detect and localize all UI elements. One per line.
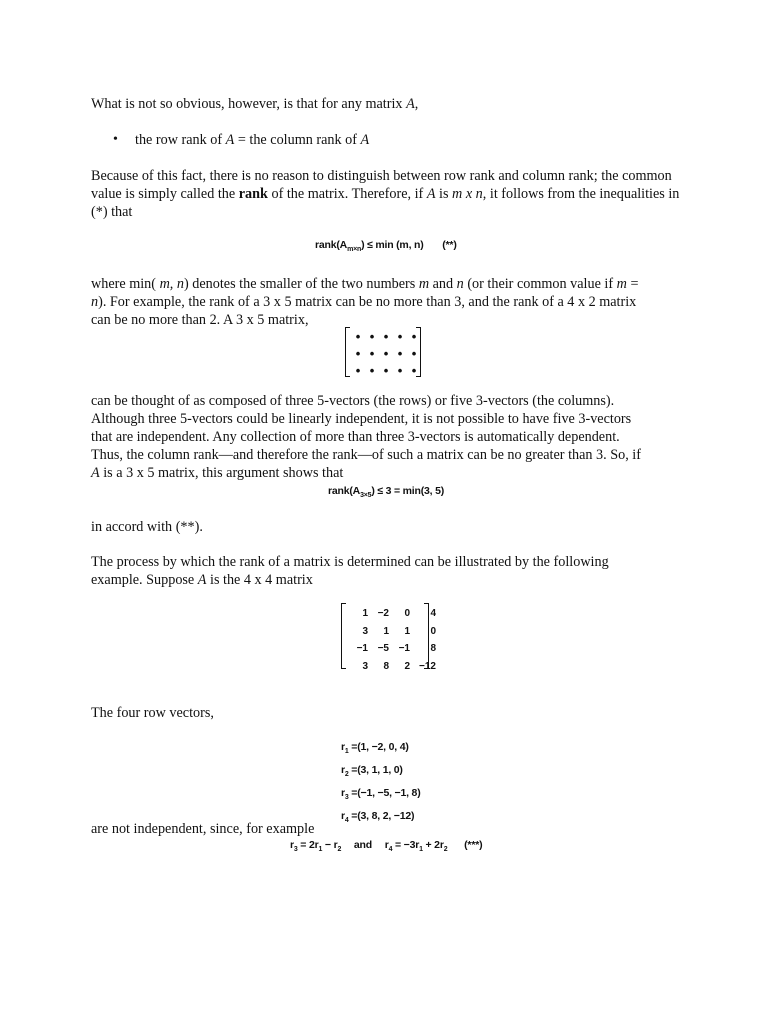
- row-vector-r1: $r_1 =(1$, −2, 0, 4): [341, 741, 409, 756]
- row-vector-r3: $r_3 =(-1$, −5, −1, 8): [341, 787, 421, 802]
- vectors-paragraph: can be thought of as composed of three 5-vectors (the rows) or five 3-vectors (the columns). Although three 5-vectors could be linearly independent, it is not possible to have five 3-vectors that are independent. Any collection of more than three 3-vectors is automatically dependent. Thus, the column rank—and therefore the rank—of such a matrix can be no greater than 3. So, if A is a 3 x 5 matrix, this argument shows that: [91, 393, 641, 481]
- row-vector-list: [341, 738, 421, 830]
- row-vector-r2: $r_2 =(3$, 1, 1, 0): [341, 764, 403, 779]
- equation-rank-min: $rank(A_{m\times n}) \le \min (m$, n) (**): [315, 239, 457, 254]
- equation-rank-3x5: $rank(A_{3\times 5}) \le 3 = \min(3$, 5): [328, 485, 445, 500]
- min-explanation-paragraph: where min( m, n) denotes the smaller of the two numbers m and n (or their common value if m = n). For example, the rank of a 3 x 5 matrix can be no more than 3, and the rank of a 4 x 2 matrix can be no more than 2. A 3 x 5 matrix,: [91, 276, 639, 328]
- accord-paragraph: in accord with (**).: [91, 519, 203, 535]
- row-vector-r4: $r_4 =(3$, 8, 2, −12): [341, 810, 415, 825]
- dot-matrix-3x5: • • • • • • • • • • • • • • •: [345, 327, 421, 377]
- dependence-paragraph: are not independent, since, for example: [91, 821, 315, 837]
- bullet-icon: •: [113, 132, 118, 147]
- equation-dependence: $r_3 = 2r_1 - r_2$ and $r_4 = -3r_1 + 2r_2$ (***): [290, 839, 483, 854]
- row-vectors-intro: The four row vectors,: [91, 705, 214, 721]
- intro-paragraph: What is not so obvious, however, is that for any matrix A,: [91, 96, 419, 112]
- matrix-A-4x4: 1 −2 0 4 3 1 1 0 −1 −5 −1 8 3 8 2 −12: [341, 603, 429, 669]
- rank-definition-paragraph: Because of this fact, there is no reason to distinguish between row rank and column rank; the common value is simply called the rank of the matrix. Therefore, if A is m x n, it follows from the inequalities in (*) that: [91, 168, 680, 220]
- bullet-item: the row rank of A = the column rank of A: [135, 132, 370, 148]
- process-paragraph: The process by which the rank of a matrix is determined can be illustrated by the following example. Suppose A is the 4 x 4 matrix: [91, 554, 609, 588]
